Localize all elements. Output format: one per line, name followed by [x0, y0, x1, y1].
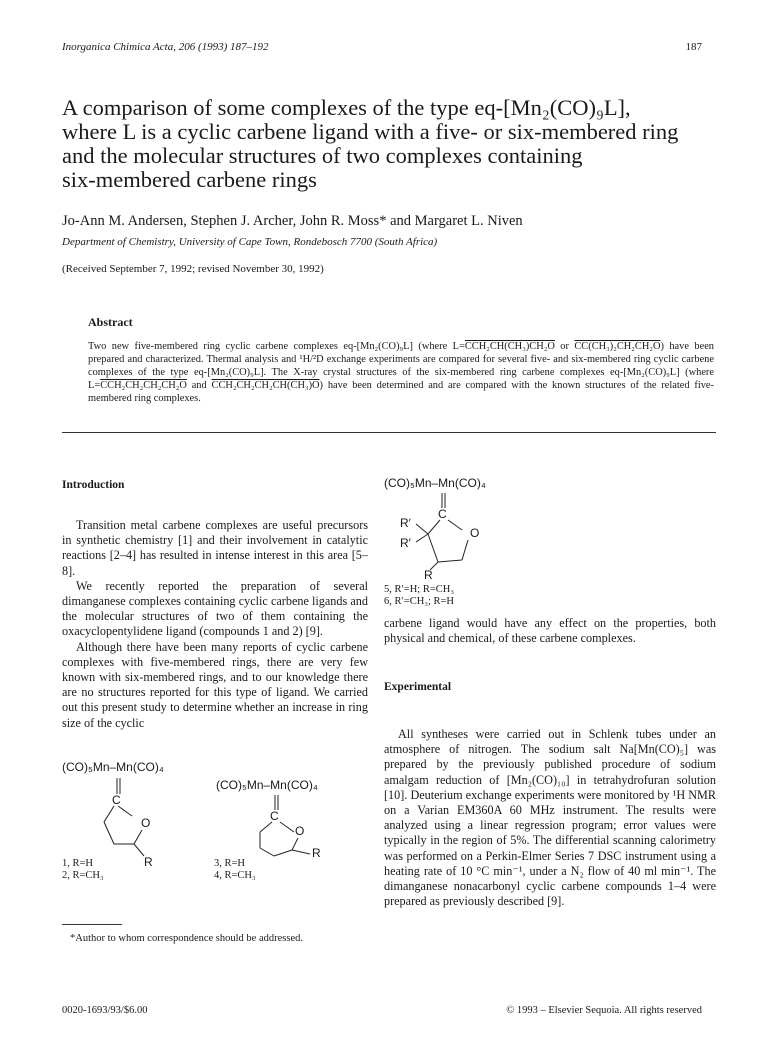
section-divider — [62, 432, 716, 433]
formula: (CO)₅Mn–Mn(CO)₄ — [384, 476, 486, 490]
abstract-text: Two new five-membered ring cyclic carbene complexes eq-[Mn₂(CO)₉L] (where L=CCH₂CH(CH₃)CH₂O or CC(CH₃)₂CH₂CH₂O) have been prepared and characterized. Thermal analysis and ¹H/²D exchange experiments are compared for several five- and six-membered ring cyclic carbene complexes of the type eq-[Mn₂(CO)₉L]. The X-ray crystal structures of the six-membered ring carbene complexes eq-[Mn₂(CO)₉L] (where L=CCH₂CH₂CH₂CH₂O and CCH₂CH₂CH₂CH(CH₃)O) have been determined and are compared with the known structures of the related five-membered ring complexes. — [88, 341, 715, 404]
page-number: 187 — [685, 41, 702, 53]
introduction-heading: Introduction — [62, 479, 125, 491]
r-label: R — [312, 846, 321, 860]
compound-label: 4, R=CH₃ — [214, 870, 256, 881]
r-label: R — [144, 855, 153, 869]
compound-label: 3, R=H — [214, 858, 246, 869]
structure-5-6 — [384, 474, 584, 614]
oxygen-label: O — [295, 824, 305, 838]
compound-label: 2, R=CH₃ — [62, 870, 104, 881]
carbene-c-label: C — [112, 793, 121, 807]
title-line: and the molecular structures of two complexes containing — [62, 143, 583, 168]
introduction-text — [62, 518, 368, 731]
r-label: R — [424, 568, 433, 582]
title-line: six-membered carbene rings — [62, 167, 317, 192]
abstract-heading: Abstract — [88, 315, 133, 329]
oxygen-label: O — [141, 816, 151, 830]
experimental-text — [384, 727, 716, 909]
structure-3-4 — [214, 760, 364, 890]
formula: (CO)₅Mn–Mn(CO)₄ — [62, 760, 164, 774]
paragraph: Transition metal carbene complexes are useful precursors in synthetic chemistry [1] and their involvement in catalytic reactions [2–4] has resulted in intense interest in this area [5–8]. — [62, 518, 368, 578]
carbene-c-label: C — [438, 507, 447, 521]
introduction-continued: carbene ligand would have any effect on the properties, both physical and chemical, of these carbene complexes. — [384, 616, 716, 646]
oxygen-label: O — [470, 526, 480, 540]
r-prime-label: R′ — [400, 516, 411, 530]
title-line: A comparison of some complexes of the type eq-[Mn₂(CO)₉L], — [62, 95, 631, 120]
paragraph: Although there have been many reports of cyclic carbene complexes with five-membered rings, there are very few known with six-membered rings, and to our knowledge there are no structures reported for this type of ligand. We carried out this present study to determine whether an increase in ring size of the cyclic — [62, 639, 368, 730]
carbene-c-label: C — [270, 809, 279, 823]
compound-label: 5, R′=H; R=CH₃ — [384, 584, 455, 595]
issn-price: 0020-1693/93/$6.00 — [62, 1005, 148, 1016]
title-line: where L is a cyclic carbene ligand with a five- or six-membered ring — [62, 119, 679, 144]
compound-label: 1, R=H — [62, 858, 94, 869]
structure-1-2 — [62, 760, 212, 890]
authors: Jo-Ann M. Andersen, Stephen J. Archer, John R. Moss* and Margaret L. Niven — [62, 213, 523, 229]
footnote-rule — [62, 924, 122, 925]
compound-label: 6, R′=CH₃; R=H — [384, 596, 455, 607]
footnote: *Author to whom correspondence should be addressed. — [70, 933, 303, 944]
experimental-heading: Experimental — [384, 681, 452, 693]
journal-citation: Inorganica Chimica Acta, 206 (1993) 187–192 — [62, 41, 269, 53]
r-prime-label: R′ — [400, 536, 411, 550]
affiliation: Department of Chemistry, University of Cape Town, Rondebosch 7700 (South Africa) — [62, 236, 438, 248]
copyright: © 1993 – Elsevier Sequoia. All rights reserved — [506, 1005, 702, 1016]
paragraph: We recently reported the preparation of several dimanganese complexes containing cyclic carbene ligands and the molecular structures of two of them containing the oxacyclopentylidene ligand (compounds 1 and 2) [9]. — [62, 578, 368, 639]
paragraph: All syntheses were carried out in Schlenk tubes under an atmosphere of nitrogen. The sodium salt Na[Mn(CO)₅] was prepared by the previously published procedure of sodium amalgam reduction of [Mn₂(CO)₁₀] in tetrahydrofuran solution [10]. Deuterium exchange experiments were monitored by ¹H NMR on a Varian EM360A 60 MHz instrument. The results were analyzed using a linear regression program; error values were typically in the region of 5%. The differential scanning calorimetry was performed on a Perkin-Elmer Series 7 DSC instrument using a heating rate of 10 °C min⁻¹, under a N₂ flow of 40 ml min⁻¹. The dimanganese nonacarbonyl cyclic carbene compounds 1–4 were prepared as previously described [9]. — [384, 727, 716, 909]
received-dates: (Received September 7, 1992; revised November 30, 1992) — [62, 263, 324, 275]
formula: (CO)₅Mn–Mn(CO)₄ — [216, 778, 318, 792]
paper-title — [62, 96, 712, 192]
